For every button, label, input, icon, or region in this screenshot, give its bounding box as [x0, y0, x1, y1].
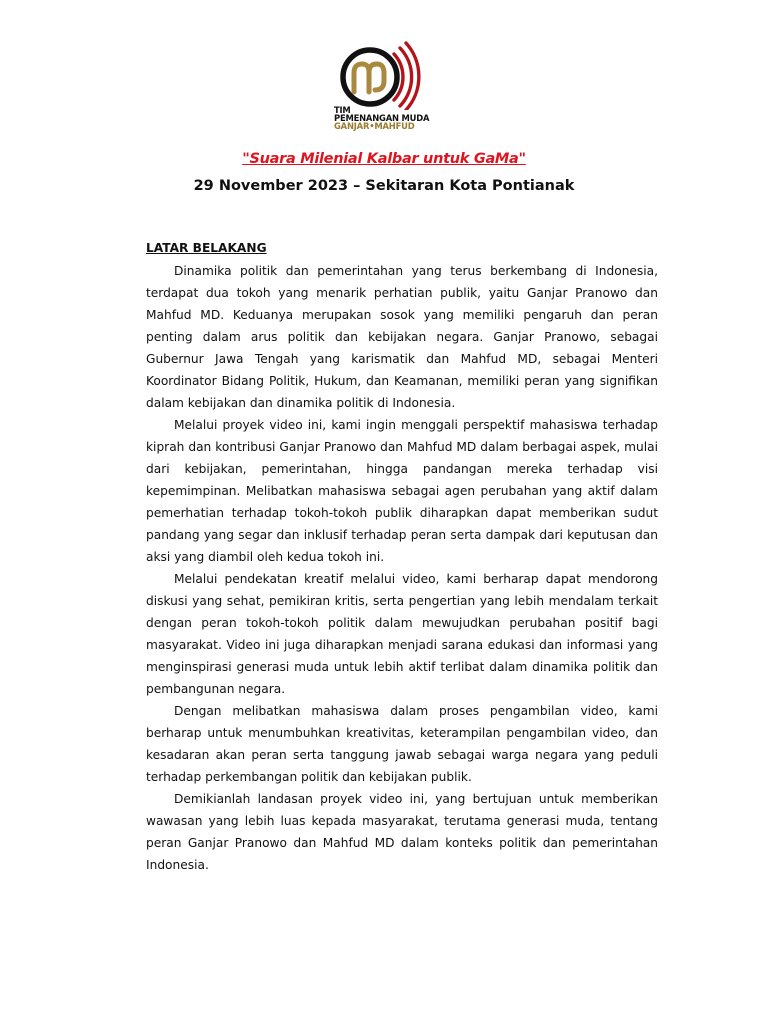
paragraph: Demikianlah landasan proyek video ini, yang bertujuan untuk memberikan wawasan yang lebih luas kepada masyarakat, terutama generasi muda, tentang peran Ganjar Pranowo dan Mahfud MD dalam konteks politik dan pemerintahan Indonesia.	[146, 792, 658, 872]
logo-wordmark	[334, 106, 429, 131]
logo-line-1: TIM	[334, 105, 351, 115]
logo-line-2: PEMENANGAN MUDA	[334, 113, 430, 124]
paragraph: Dengan melibatkan mahasiswa dalam proses pengambilan video, kami berharap untuk menumbuhkan kreativitas, keterampilan pengambilan video, dan kesadaran akan peran serta tanggung jawab sebagai warga negara yang peduli terhadap perkembangan politik dan kebijakan publik.	[146, 704, 658, 784]
event-dateline: 29 November 2023 – Sekitaran Kota Pontianak	[193, 178, 575, 194]
paragraph: Dinamika politik dan pemerintahan yang terus berkembang di Indonesia, terdapat dua tokoh yang menarik perhatian publik, yaitu Ganjar Pranowo dan Mahfud MD. Keduanya merupakan sosok yang memiliki pengaruh dan peran penting dalam arus politik dan kebijakan negara. Ganjar Pranowo, sebagai Gubernur Jawa Tengah yang karismatik dan Mahfud MD, sebagai Menteri Koordinator Bidang Politik, Hukum, dan Keamanan, memiliki peran yang signifikan dalam kebijakan dan dinamika politik di Indonesia.	[146, 264, 658, 410]
section-body	[146, 260, 658, 876]
tagline: "Suara Milenial Kalbar untuk GaMa"	[242, 151, 526, 167]
logo-line-3: GANJAR•MAHFUD	[334, 121, 415, 132]
gama-logo-icon	[332, 40, 442, 110]
campaign-logo	[332, 40, 442, 136]
section-heading: LATAR BELAKANG	[146, 241, 267, 255]
paragraph: Melalui proyek video ini, kami ingin menggali perspektif mahasiswa terhadap kiprah dan kontribusi Ganjar Pranowo dan Mahfud MD dalam berbagai aspek, mulai dari kebijakan, pemerintahan, hingga pandangan mereka terhadap visi kepemimpinan. Melibatkan mahasiswa sebagai agen perubahan yang aktif dalam pemerhatian terhadap tokoh-tokoh publik diharapkan dapat memberikan sudut pandang yang segar dan inklusif terhadap peran serta dampak dari keputusan dan aksi yang diambil oleh kedua tokoh ini.	[146, 418, 658, 564]
paragraph: Melalui pendekatan kreatif melalui video, kami berharap dapat mendorong diskusi yang sehat, pemikiran kritis, serta pengertian yang lebih mendalam terkait dengan peran tokoh-tokoh politik dalam mewujudkan perubahan positif bagi masyarakat. Video ini juga diharapkan menjadi sarana edukasi dan informasi yang menginspirasi generasi muda untuk lebih aktif terlibat dalam dinamika politik dan pembangunan negara.	[146, 572, 658, 696]
